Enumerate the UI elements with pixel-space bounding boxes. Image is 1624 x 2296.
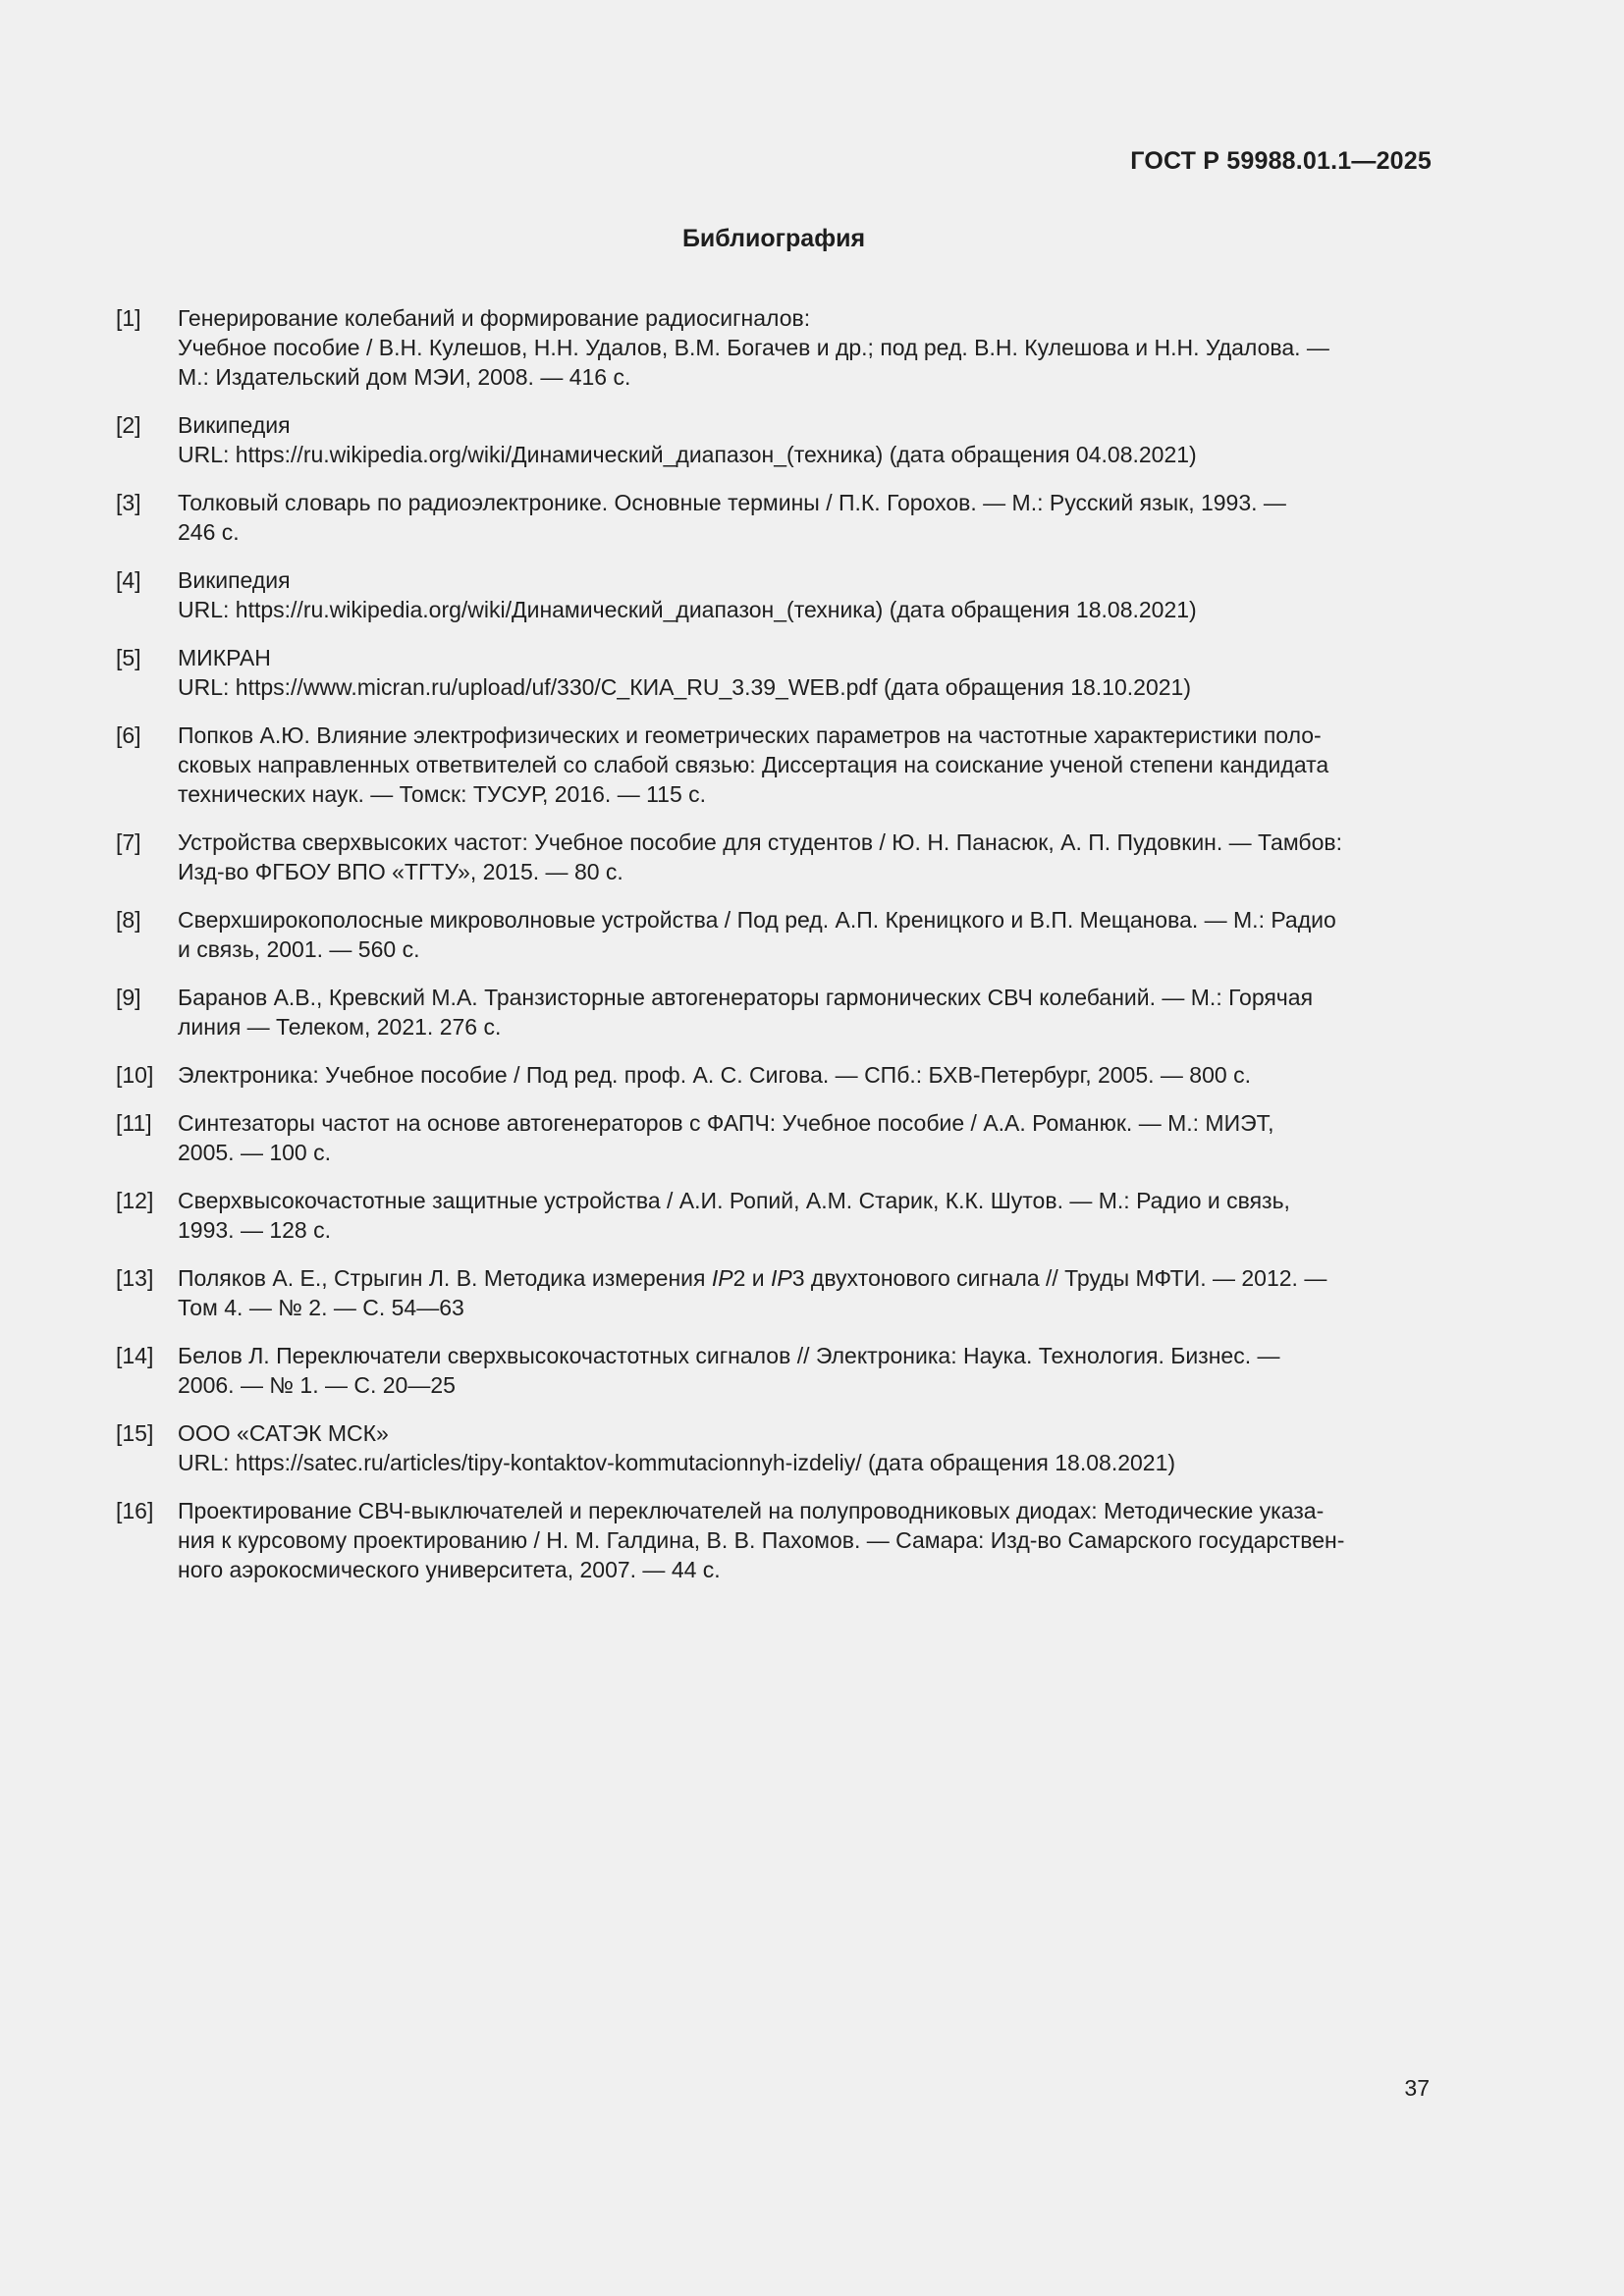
page-title: Библиография (681, 225, 866, 252)
entry-number: [6] (116, 722, 141, 748)
entry-line: URL: https://www.micran.ru/upload/uf/330/С_КИА_RU_3.39_WEB.pdf (дата обращения 18.10.2021) (178, 674, 1191, 700)
entry-number: [9] (116, 985, 141, 1010)
entry-line: ния к курсовому проектированию / Н. М. Галдина, В. В. Пахомов. — Самара: Изд-во Самарского государствен- (178, 1527, 1345, 1553)
entry-line: Поляков А. Е., Стрыгин Л. В. Методика измерения IP2 и IP3 двухтонового сигнала // Труды МФТИ. — 2012. — (178, 1265, 1327, 1291)
bibliography-entry (116, 410, 1430, 469)
entry-line: Проектирование СВЧ-выключателей и переключателей на полупроводниковых диодах: Методические указа- (178, 1498, 1325, 1523)
entry-line: Википедия (178, 567, 291, 593)
entry-line: линия — Телеком, 2021. 276 с. (178, 1014, 502, 1040)
entry-line: М.: Издательский дом МЭИ, 2008. — 416 с. (178, 364, 631, 390)
bibliography-entry (116, 1108, 1430, 1167)
entry-line: 246 с. (178, 519, 240, 545)
entry-line: Электроника: Учебное пособие / Под ред. проф. А. С. Сигова. — СПб.: БХВ-Петербург, 2005. — 800 с. (178, 1062, 1251, 1088)
entry-line: Сверхширокополосные микроволновые устройства / Под ред. А.П. Креницкого и В.П. Мещанова. — М.: Радио (178, 907, 1336, 933)
entry-line: Баранов А.В., Кревский М.А. Транзисторные автогенераторы гармонических СВЧ колебаний. — М.: Горячая (178, 985, 1314, 1010)
entry-line: Сверхвысокочастотные защитные устройства / А.И. Ропий, А.М. Старик, К.К. Шутов. — М.: Радио и связь, (178, 1188, 1290, 1213)
entry-number: [14] (116, 1343, 154, 1368)
entry-text (178, 828, 1430, 886)
entry-text (178, 1341, 1430, 1400)
entry-text (178, 1418, 1430, 1477)
bibliography-entry (116, 1418, 1430, 1477)
entry-line: ООО «САТЭК МСК» (178, 1420, 389, 1446)
entry-number: [12] (116, 1188, 154, 1213)
entry-line: Белов Л. Переключатели сверхвысокочастотных сигналов // Электроника: Наука. Технология. Бизнес. — (178, 1343, 1280, 1368)
bibliography-entry (116, 828, 1430, 886)
entry-number: [13] (116, 1265, 154, 1291)
entry-text (178, 303, 1430, 392)
bibliography-entry (116, 565, 1430, 624)
entry-number: [1] (116, 305, 141, 331)
entry-line: URL: https://ru.wikipedia.org/wiki/Динамический_диапазон_(техника) (дата обращения 04.08.2021) (178, 442, 1197, 467)
entry-number: [7] (116, 829, 141, 855)
entry-line: Толковый словарь по радиоэлектронике. Основные термины / П.К. Горохов. — М.: Русский язык, 1993. — (178, 490, 1286, 515)
entry-line: ного аэрокосмического университета, 2007. — 44 с. (178, 1557, 721, 1582)
entry-line: Том 4. — № 2. — С. 54—63 (178, 1295, 464, 1320)
entry-text (178, 488, 1430, 547)
entry-number: [11] (116, 1110, 152, 1136)
entry-line: МИКРАН (178, 645, 271, 670)
entry-text (178, 1496, 1430, 1584)
bibliography-entry (116, 983, 1430, 1041)
bibliography-list (116, 303, 1430, 1603)
bibliography-entry (116, 1496, 1430, 1584)
entry-text (178, 410, 1430, 469)
entry-line: Генерирование колебаний и формирование радиосигналов: (178, 305, 811, 331)
bibliography-entry (116, 488, 1430, 547)
entry-number: [16] (116, 1498, 154, 1523)
bibliography-entry (116, 303, 1430, 392)
entry-number: [3] (116, 490, 141, 515)
bibliography-entry (116, 1263, 1430, 1322)
entry-line: URL: https://satec.ru/articles/tipy-kontaktov-kommutacionnyh-izdeliy/ (дата обращения 18.08.2021) (178, 1450, 1176, 1475)
entry-text (178, 1060, 1430, 1090)
entry-text (178, 643, 1430, 702)
bibliography-entry (116, 905, 1430, 964)
document-code: ГОСТ Р 59988.01.1—2025 (1130, 147, 1432, 175)
entry-line: Учебное пособие / В.Н. Кулешов, Н.Н. Удалов, В.М. Богачев и др.; под ред. В.Н. Кулешова и Н.Н. Удалова. — (178, 335, 1329, 360)
bibliography-entry (116, 1341, 1430, 1400)
entry-line: Википедия (178, 412, 291, 438)
entry-line: URL: https://ru.wikipedia.org/wiki/Динамический_диапазон_(техника) (дата обращения 18.08.2021) (178, 597, 1197, 622)
page-number: 37 (1404, 2075, 1430, 2101)
entry-text (178, 1186, 1430, 1245)
entry-line: технических наук. — Томск: ТУСУР, 2016. — 115 с. (178, 781, 707, 807)
entry-line: Изд-во ФГБОУ ВПО «ТГТУ», 2015. — 80 с. (178, 859, 623, 884)
bibliography-entry (116, 1060, 1430, 1090)
entry-line: 2005. — 100 с. (178, 1140, 331, 1165)
entry-number: [10] (116, 1062, 154, 1088)
entry-line: 2006. — № 1. — С. 20—25 (178, 1372, 456, 1398)
entry-line: Синтезаторы частот на основе автогенераторов с ФАПЧ: Учебное пособие / А.А. Романюк. — М.: МИЭТ, (178, 1110, 1274, 1136)
entry-number: [8] (116, 907, 141, 933)
entry-line: сковых направленных ответвителей со слабой связью: Диссертация на соискание ученой степени кандидата (178, 752, 1329, 777)
entry-line: и связь, 2001. — 560 с. (178, 936, 420, 962)
entry-text (178, 1263, 1430, 1322)
entry-line: 1993. — 128 с. (178, 1217, 331, 1243)
bibliography-entry (116, 1186, 1430, 1245)
entry-line: Устройства сверхвысоких частот: Учебное пособие для студентов / Ю. Н. Панасюк, А. П. Пудовкин. — Тамбов: (178, 829, 1342, 855)
entry-line: Попков А.Ю. Влияние электрофизических и геометрических параметров на частотные характеристики поло- (178, 722, 1322, 748)
entry-number: [15] (116, 1420, 154, 1446)
entry-text (178, 721, 1430, 809)
entry-text (178, 983, 1430, 1041)
entry-text (178, 1108, 1430, 1167)
entry-text (178, 565, 1430, 624)
entry-number: [2] (116, 412, 141, 438)
entry-number: [5] (116, 645, 141, 670)
entry-number: [4] (116, 567, 141, 593)
bibliography-entry (116, 721, 1430, 809)
entry-text (178, 905, 1430, 964)
bibliography-entry (116, 643, 1430, 702)
